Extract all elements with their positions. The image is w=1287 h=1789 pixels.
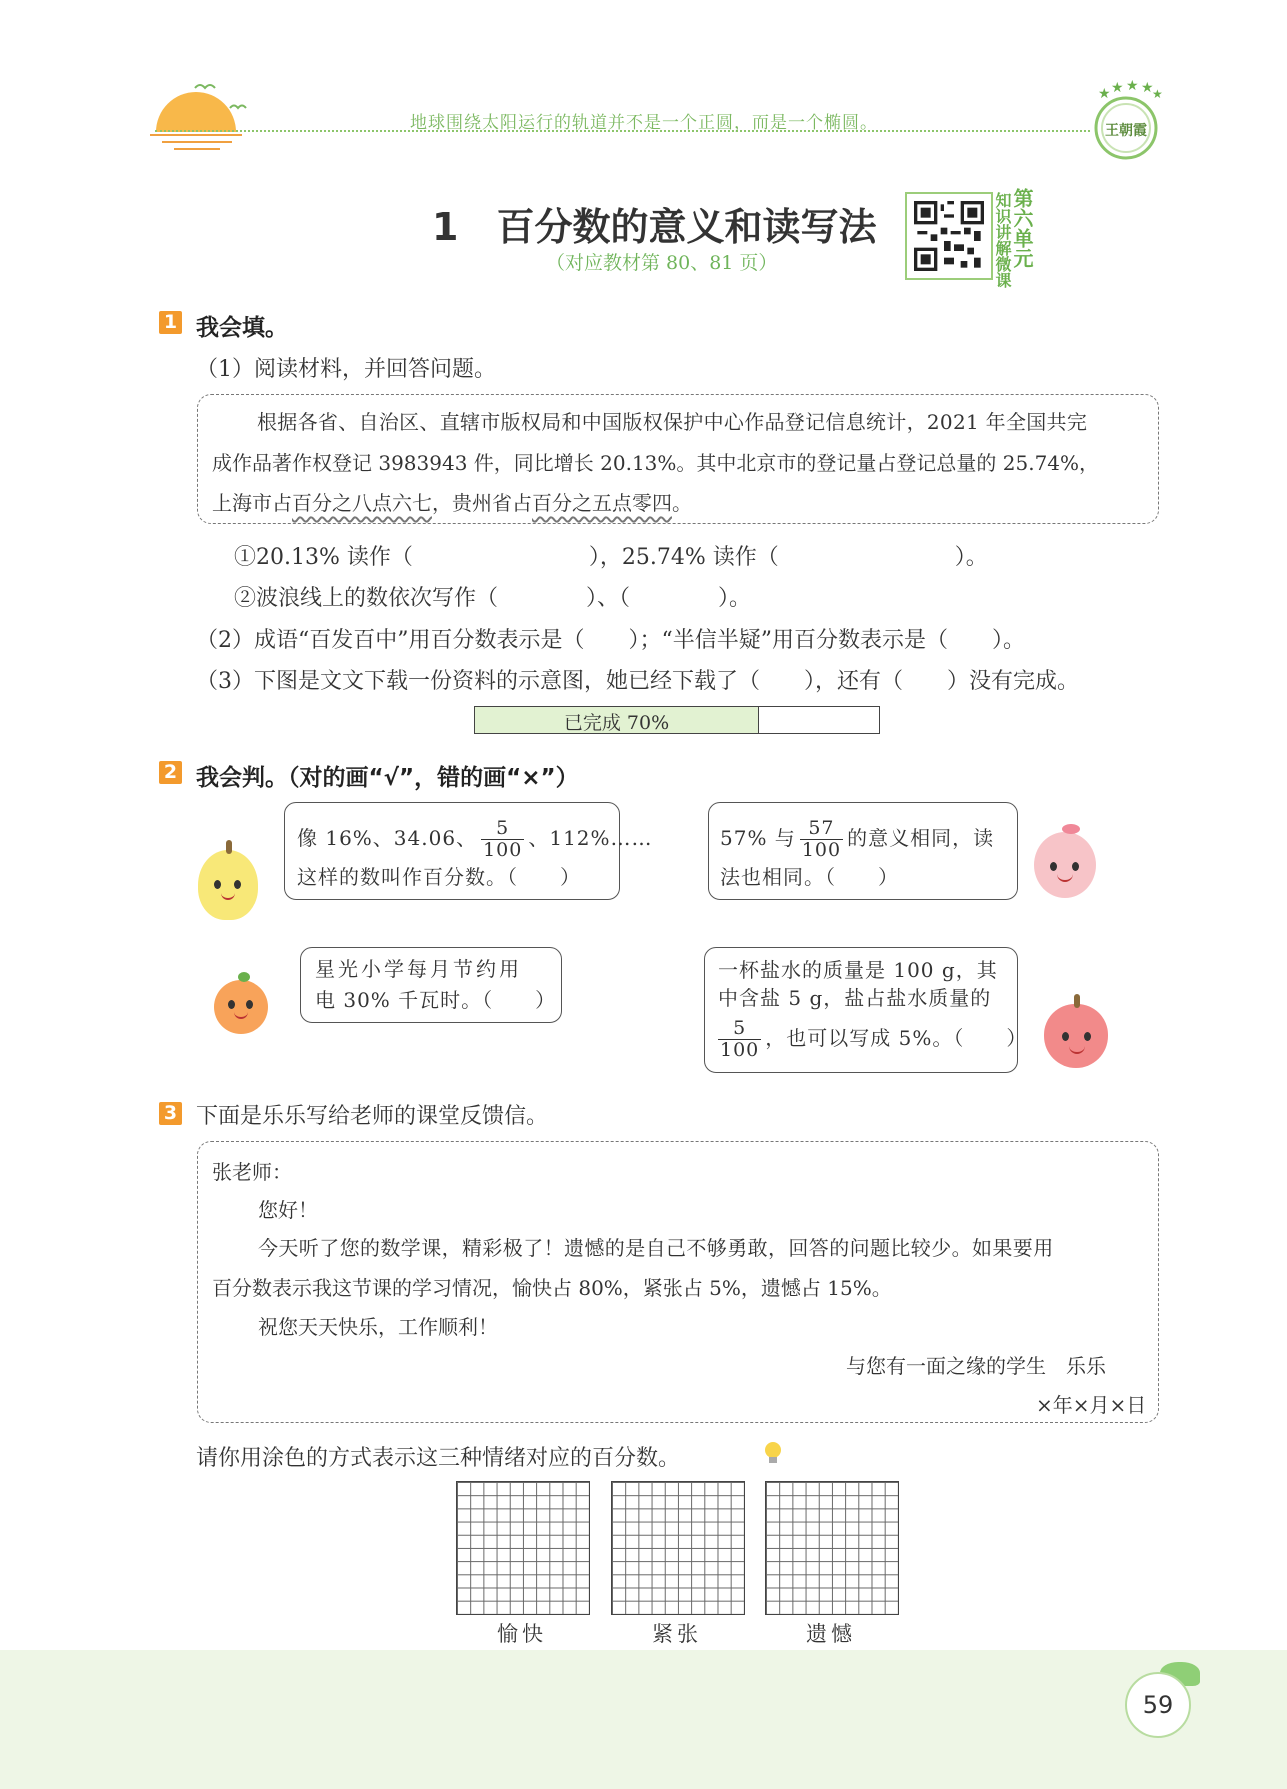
bubble-statement (720, 818, 994, 861)
question-number: 1 (159, 311, 182, 334)
question-number: 3 (159, 1102, 182, 1125)
q1-sub1: （1）阅读材料，并回答问题。 (196, 357, 496, 382)
unit-label: 第六单元 (1010, 188, 1034, 268)
bubble-statement[interactable]: 电 30% 千瓦时。（ ） (315, 988, 557, 1012)
bubble-statement[interactable]: 法也相同。（ ） (720, 865, 899, 889)
question-title: 我会填。 (196, 315, 288, 341)
letter-greeting: 您好！ (258, 1198, 318, 1222)
fraction-denominator: 100 (801, 838, 842, 861)
letter-wish: 祝您天天快乐，工作顺利！ (258, 1315, 498, 1339)
pear-character-icon (196, 840, 262, 922)
footer-background (0, 1650, 1287, 1789)
lesson-subtitle: （对应教材第 80、81 页） (546, 252, 778, 274)
passage-text: 上海市占 (212, 491, 292, 515)
wavy-number: 百分之八点六七 (292, 491, 432, 515)
passage-text: ，贵州省占 (432, 491, 532, 515)
brand-badge (1090, 80, 1162, 162)
statement-text: 、112%…… (528, 825, 653, 850)
bird-icon (190, 78, 250, 118)
q1-sub3[interactable]: （3）下图是文文下载一份资料的示意图，她已经下载了（ ），还有（ ）没有完成。 (196, 669, 1080, 694)
header-fact: 地球围绕太阳运行的轨道并不是一个正圆，而是一个椭圆。 (410, 113, 878, 133)
qr-code-icon[interactable] (914, 201, 984, 271)
statement-text: 57% 与 (720, 825, 796, 850)
hundred-grid[interactable] (611, 1481, 745, 1615)
lightbulb-icon (762, 1440, 784, 1466)
passage-line (212, 487, 692, 516)
fraction-numerator: 5 (481, 818, 524, 840)
fraction (718, 1018, 761, 1061)
svg-text:★: ★ (1098, 86, 1111, 102)
bubble-statement: 星光小学每月节约用 (315, 957, 522, 981)
peach-character-icon (1030, 820, 1100, 904)
letter-paragraph: 今天听了您的数学课，精彩极了！遗憾的是自己不够勇敢，回答的问题比较少。如果要用 (258, 1236, 1054, 1260)
q1-sub2[interactable]: （2）成语“百发百中”用百分数表示是（ ）；“半信半疑”用百分数表示是（ ）。 (196, 628, 1025, 653)
letter-paragraph: 百分数表示我这节课的学习情况，愉快占 80%，紧张占 5%，遗憾占 15%。 (212, 1276, 892, 1300)
svg-text:★: ★ (1141, 80, 1154, 96)
sun-reflection-line (150, 134, 242, 136)
badge-label: 王朝霞 (1105, 123, 1147, 139)
bubble-statement: 一杯盐水的质量是 100 g，其 (718, 958, 998, 982)
fraction-numerator: 5 (718, 1018, 761, 1040)
bubble-statement[interactable] (714, 1018, 1027, 1061)
fraction-denominator: 100 (483, 838, 523, 861)
grid-label: 紧张 (652, 1622, 702, 1646)
letter-salutation: 张老师： (212, 1160, 292, 1184)
grid-label: 愉快 (497, 1622, 547, 1646)
page-number: 59 (1125, 1672, 1191, 1738)
question-number: 2 (159, 761, 182, 784)
question-title: 下面是乐乐写给老师的课堂反馈信。 (196, 1104, 549, 1129)
passage-text: 。 (672, 491, 692, 515)
progress-label: 已完成 70% (563, 712, 670, 734)
coloring-instruction: 请你用涂色的方式表示这三种情绪对应的百分数。 (196, 1446, 681, 1471)
svg-text:★: ★ (1152, 87, 1162, 101)
bubble-statement: 中含盐 5 g，盐占盐水质量的 (718, 986, 992, 1010)
fraction-numerator: 57 (800, 818, 843, 840)
course-label: 知识讲解微课 (993, 192, 1012, 288)
svg-text:★: ★ (1111, 80, 1124, 96)
apple-character-icon (1040, 992, 1112, 1076)
letter-signature: 与您有一面之缘的学生 乐乐 (846, 1354, 1106, 1378)
q1-item-b[interactable]: ②波浪线上的数依次写作（ ）、（ ）。 (234, 586, 752, 611)
letter-date: ×年×月×日 (1036, 1393, 1147, 1417)
passage-line: 成作品著作权登记 3983943 件，同比增长 20.13%。其中北京市的登记量占登记总量的 25.74%， (212, 451, 1100, 475)
passage-line: 根据各省、自治区、直辖市版权局和中国版权保护中心作品登记信息统计，2021 年全国共完 (257, 410, 1088, 434)
svg-text:★: ★ (1126, 80, 1139, 94)
question-title: 我会判。（对的画“√”，错的画“×”） (196, 765, 579, 791)
statement-text: ，也可以写成 5%。（ ） (765, 1025, 1028, 1050)
wavy-number: 百分之五点零四 (532, 491, 672, 515)
bubble-statement (297, 818, 653, 861)
statement-text: 像 16%、34.06、 (297, 825, 478, 850)
lesson-title: 1 百分数的意义和读写法 (432, 205, 877, 249)
fraction-denominator: 100 (720, 1038, 760, 1061)
hundred-grid[interactable] (765, 1481, 899, 1615)
orange-character-icon (212, 970, 272, 1044)
fraction (800, 818, 843, 861)
download-progress-bar (474, 706, 880, 734)
q1-item-a[interactable]: ①20.13% 读作（ ），25.74% 读作（ ）。 (234, 545, 988, 570)
hundred-grid[interactable] (456, 1481, 590, 1615)
grid-label: 遗憾 (806, 1622, 856, 1646)
fraction (481, 818, 524, 861)
bubble-statement[interactable]: 这样的数叫作百分数。（ ） (297, 865, 581, 889)
statement-text: 的意义相同，读 (847, 825, 995, 850)
sun-reflection-line (162, 141, 232, 143)
sun-reflection-line (174, 148, 220, 150)
